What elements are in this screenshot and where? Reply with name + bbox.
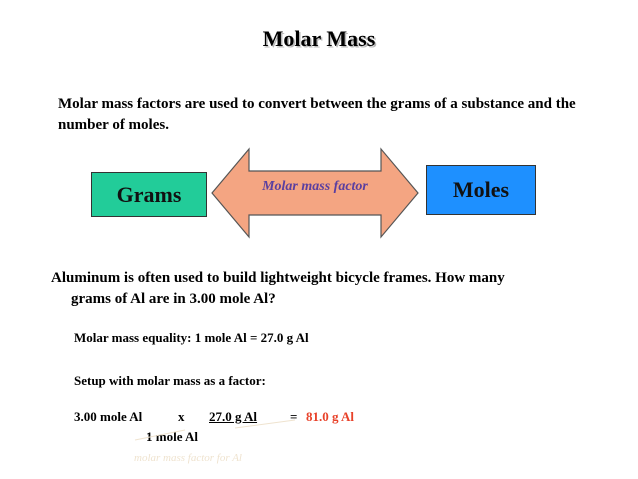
grams-label: Grams [116, 181, 182, 207]
moles-label: Moles [452, 177, 510, 202]
arrow-label: Molar mass factor [262, 179, 368, 194]
moles-box [426, 165, 536, 215]
slide-title: Molar Mass [262, 26, 376, 51]
given-quantity: 3.00 mole Al [74, 409, 143, 424]
times-sign: x [178, 409, 185, 424]
molar-mass-factor-label: molar mass factor for Al [134, 452, 242, 464]
factor-numerator: 27.0 g Al [209, 409, 258, 424]
intro-text: Molar mass factors are used to convert between the grams of a substance and the number of moles. [58, 96, 576, 133]
question-text [51, 268, 505, 310]
equals-sign: = [290, 409, 298, 424]
result-value: 81.0 g Al [306, 409, 355, 424]
molar-mass-equality: Molar mass equality: 1 mole Al = 27.0 g Al [74, 330, 309, 345]
question-line-1: Aluminum is often used to build lightweight bicycle frames. How many [51, 270, 505, 286]
question-line-2: grams of Al are in 3.00 mole Al? [71, 291, 276, 307]
factor-denominator: 1 mole Al [146, 429, 198, 444]
grams-box [91, 172, 207, 217]
setup-heading: Setup with molar mass as a factor: [74, 373, 266, 388]
